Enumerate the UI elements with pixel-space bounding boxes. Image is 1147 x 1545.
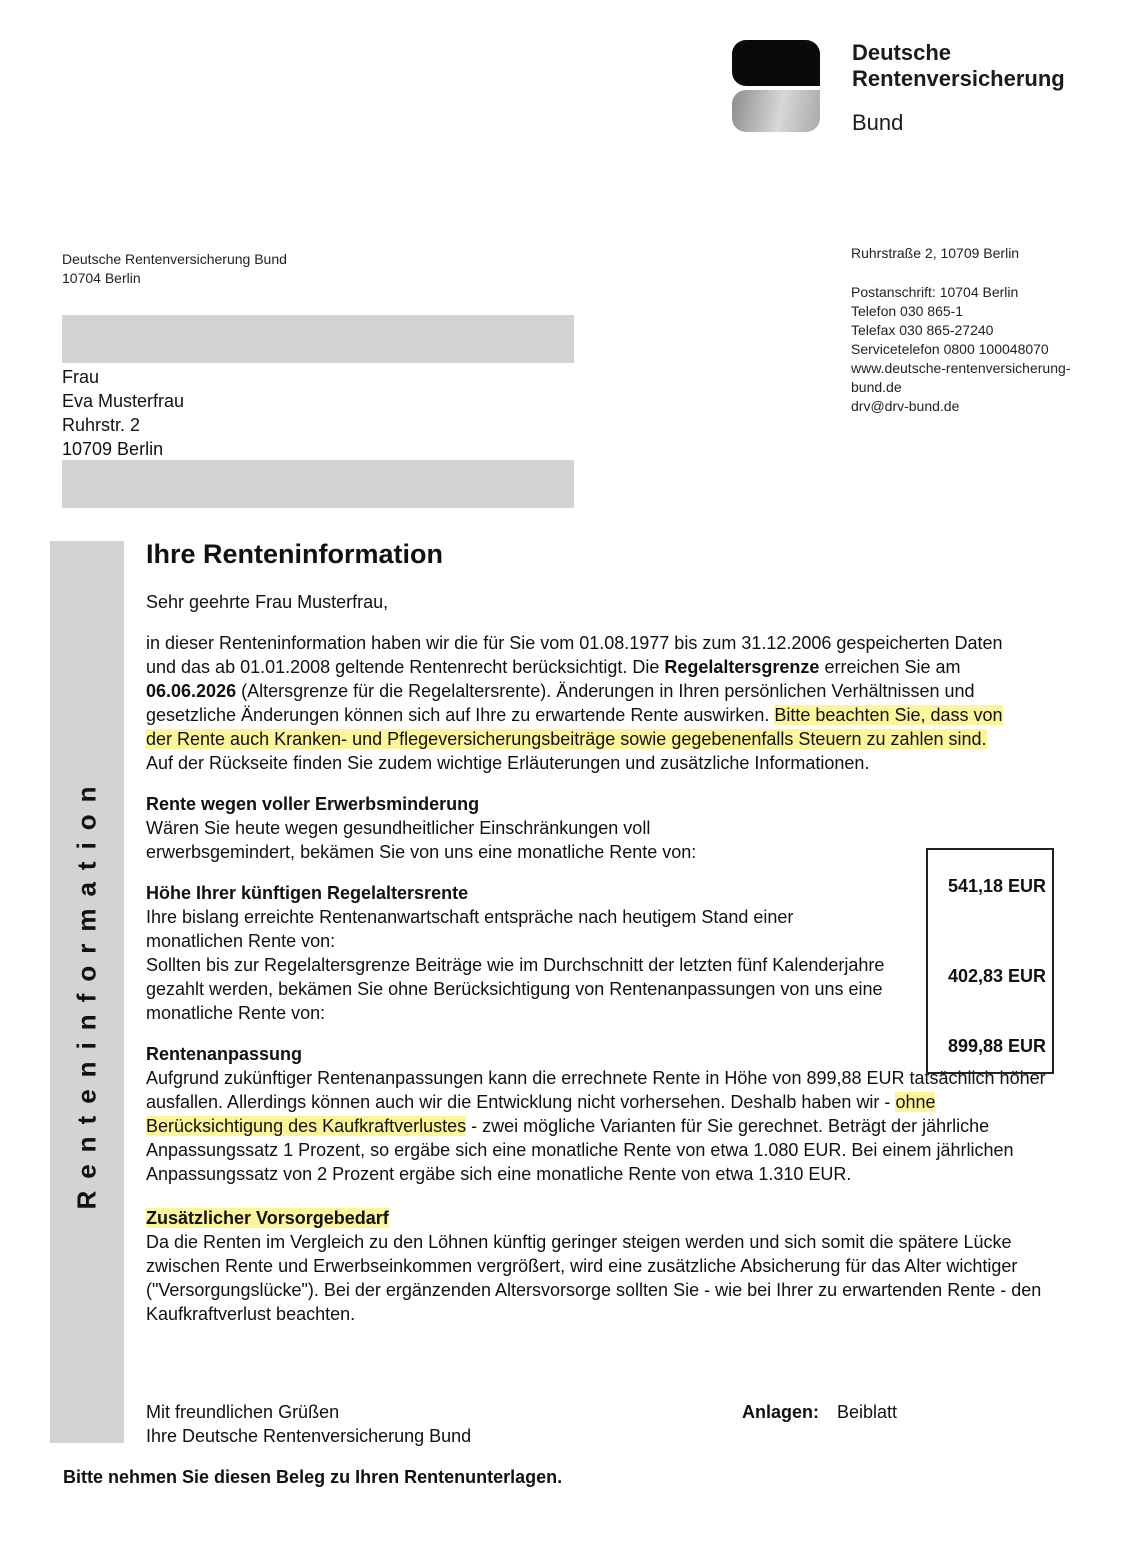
heading-rentenanpassung: Rentenanpassung	[146, 1044, 303, 1064]
side-label: Renteninformation	[71, 774, 102, 1210]
closing: Mit freundlichen Grüßen Ihre Deutsche Rentenversicherung Bund	[146, 1402, 472, 1446]
heading-erwerbsminderung: Rente wegen voller Erwerbsminderung	[146, 794, 480, 814]
greeting: Sehr geehrte Frau Musterfrau,	[146, 592, 389, 612]
footer-note: Bitte nehmen Sie diesen Beleg zu Ihren Rentenunterlagen.	[63, 1467, 563, 1487]
amounts-box	[926, 848, 1054, 1074]
contact-web[interactable]: www.deutsche-rentenversicherung-	[851, 360, 1071, 376]
text-erwerbsminderung: Wären Sie heute wegen gesundheitlicher Einschränkungen voll erwerbsgemindert, bekämen Sie von uns eine monatliche Rente von:	[146, 818, 697, 862]
contact-address: Ruhrstraße 2, 10709 Berlin	[851, 245, 1020, 261]
sender-address: Deutsche Rentenversicherung Bund 10704 Berlin	[62, 251, 287, 286]
highlight-kaufkraft: ohne Berücksichtigung des Kaufkraftverlustes	[146, 1092, 936, 1136]
contact-postal: Postanschrift: 10704 Berlin	[851, 284, 1019, 300]
side-strip	[50, 541, 124, 1443]
attachments-label: Anlagen:	[742, 1402, 820, 1422]
logo-subline: Bund	[852, 110, 904, 135]
section-erwerbsminderung	[146, 792, 906, 864]
contact-phone: Telefon 030 865-1	[851, 303, 964, 319]
heading-vorsorge: Zusätzlicher Vorsorgebedarf	[146, 1208, 389, 1228]
contact-block	[851, 244, 1070, 416]
text-rentenanpassung: Aufgrund zukünftiger Rentenanpassungen kann die errechnete Rente in Höhe von 899,88 EUR tatsächlich höher ausfallen. Allerdings können auch wir die Entwicklung nicht vorhersehen. Deshalb haben wir - ohne Berücksichtigung des Kaufkraftverlustes - zwei mögliche Varianten für Sie gerechnet. Beträgt der jährliche Anpassungssatz 1 Prozent, so ergäbe sich eine monatliche Rente von etwa 1.080 EUR. Bei einem jährlichen Anpassungssatz von 2 Prozent ergäbe sich eine monatliche Rente von etwa 1.310 EUR.	[146, 1068, 1046, 1184]
intro-paragraph: in dieser Renteninformation haben wir die für Sie vom 01.08.1977 bis zum 31.12.2006 gespeicherten Daten und das ab 01.01.2008 geltende Rentenrecht berücksichtigt. Die Regelaltersgrenze erreichen Sie am 06.06.2026 (Altersgrenze für die Regelaltersrente). Änderungen in Ihren persönlichen Verhältnissen und gesetzliche Änderungen können sich auf Ihre zu erwartende Rente auswirken. Bitte beachten Sie, dass von der Rente auch Kranken- und Pflegeversicherungsbeiträge sowie gegebenenfalls Steuern zu zahlen sind. Auf der Rückseite finden Sie zudem wichtige Erläuterungen und zusätzliche Informationen.	[146, 633, 1003, 773]
amount-erwerbsminderung: 541,18 EUR	[947, 876, 1046, 896]
highlight-contributions: Bitte beachten Sie, dass von der Rente auch Kranken- und Pflegeversicherungsbeiträge sowie gegebenenfalls Steuern zu zahlen sind.	[146, 705, 1003, 749]
contact-service: Servicetelefon 0800 100048070	[851, 341, 1049, 357]
amount-current: 402,83 EUR	[947, 966, 1046, 986]
text-regelaltersrente-2: Sollten bis zur Regelaltersgrenze Beiträge wie im Durchschnitt der letzten fünf Kalenderjahre gezahlt werden, bekämen Sie ohne Berücksichtigung von Rentenanpassungen von uns eine monatliche Rente von:	[146, 955, 885, 1023]
section-regelaltersrente	[146, 881, 906, 1025]
redaction-bar-top	[62, 315, 574, 363]
logo-wordmark: Deutsche Rentenversicherung	[852, 40, 1065, 91]
page-title: Ihre Renteninformation	[146, 539, 444, 569]
redaction-bar-bottom	[62, 460, 574, 508]
attachments-value: Beiblatt	[837, 1402, 898, 1422]
section-rentenanpassung	[146, 1042, 1046, 1186]
logo-top-shape	[732, 40, 820, 86]
section-vorsorge	[146, 1206, 1046, 1326]
recipient-address: Frau Eva Musterfrau Ruhrstr. 2 10709 Berlin	[62, 367, 185, 459]
amount-projected: 899,88 EUR	[947, 1036, 1046, 1056]
contact-fax: Telefax 030 865-27240	[851, 322, 994, 338]
contact-web-cont[interactable]: bund.de	[851, 379, 902, 395]
heading-regelaltersrente: Höhe Ihrer künftigen Regelaltersrente	[146, 883, 469, 903]
drv-logo-mark	[732, 40, 820, 132]
logo-bottom-shape	[732, 90, 820, 132]
contact-email[interactable]: drv@drv-bund.de	[851, 398, 960, 414]
text-vorsorge: Da die Renten im Vergleich zu den Löhnen künftig geringer steigen werden und sich somit die spätere Lücke zwischen Rente und Erwerbseinkommen vergrößert, wird eine zusätzliche Absicherung für das Alter wichtiger ("Versorgungslücke"). Bei der ergänzenden Altersvorsorge sollten Sie - wie bei Ihrer zu erwartenden Rente - den Kaufkraftverlust beachten.	[146, 1232, 1042, 1324]
attachments	[742, 1400, 897, 1424]
text-regelaltersrente-1: Ihre bislang erreichte Rentenanwartschaft entspräche nach heutigem Stand einer monatlichen Rente von:	[146, 907, 794, 951]
